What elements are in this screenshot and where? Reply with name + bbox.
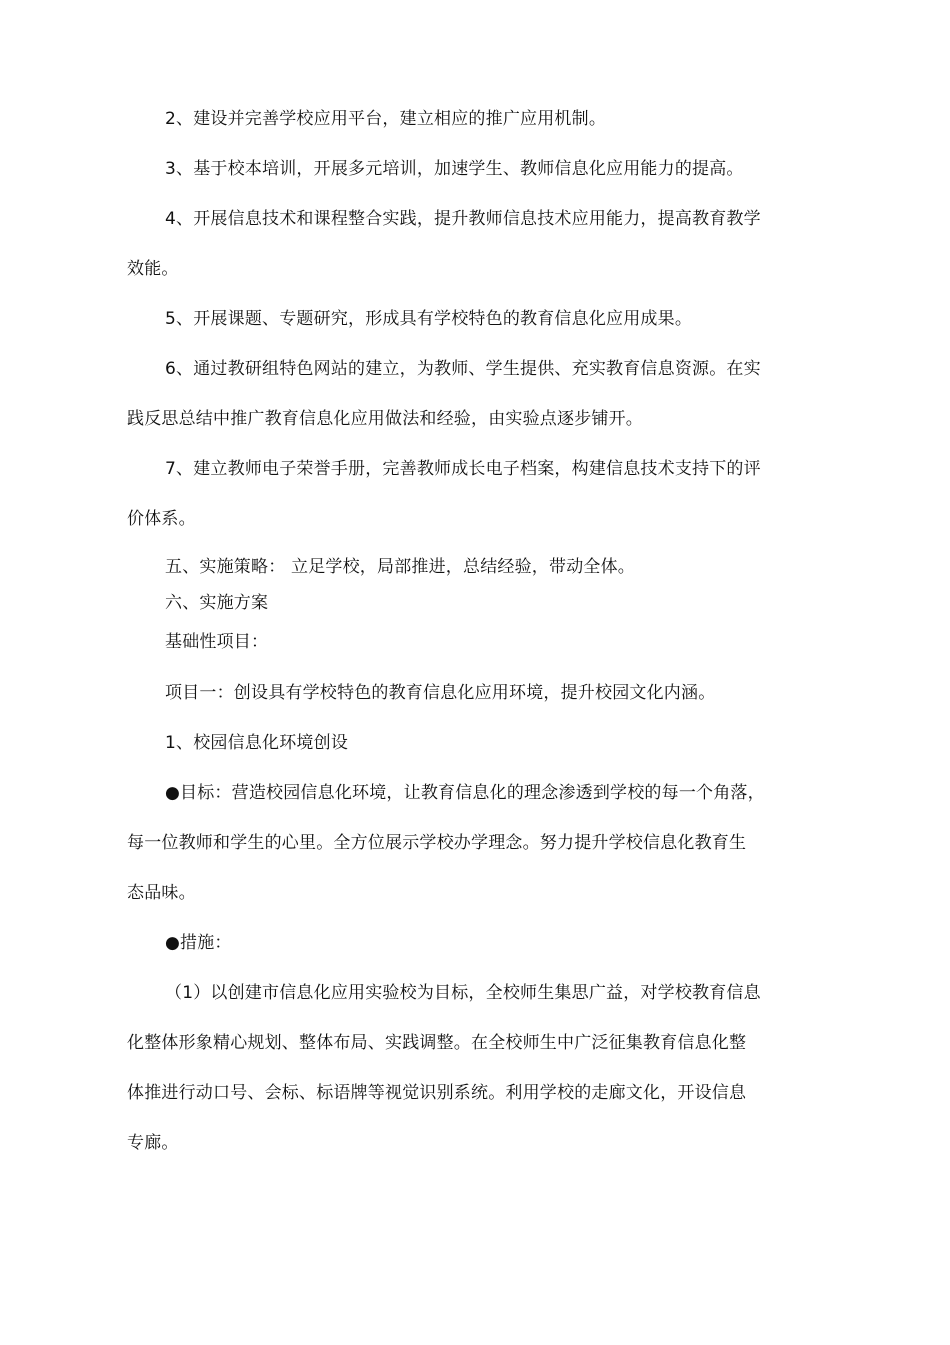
- measure-1-line-3: 体推进行动口号、会标、标语牌等视觉识别系统。利用学校的走廊文化，开设信息: [127, 1083, 747, 1103]
- section-heading-plan: 六、实施方案: [165, 593, 269, 613]
- measures-heading: ●措施：: [165, 933, 232, 953]
- measure-1-line-2: 化整体形象精心规划、整体布局、实践调整。在全校师生中广泛征集教育信息化整: [127, 1033, 747, 1053]
- goal-paragraph-line-3: 态品味。: [127, 883, 196, 903]
- paragraph-item-2: 2、建设并完善学校应用平台，建立相应的推广应用机制。: [165, 109, 607, 129]
- paragraph-item-5: 5、开展课题、专题研究，形成具有学校特色的教育信息化应用成果。: [165, 309, 693, 329]
- project-one-title: 项目一：创设具有学校特色的教育信息化应用环境，提升校园文化内涵。: [165, 683, 716, 703]
- goal-paragraph-line-2: 每一位教师和学生的心里。全方位展示学校办学理念。努力提升学校信息化教育生: [127, 833, 747, 853]
- measure-1-line-4: 专廊。: [127, 1133, 179, 1153]
- paragraph-item-7-line-1: 7、建立教师电子荣誉手册，完善教师成长电子档案，构建信息技术支持下的评: [165, 459, 761, 479]
- paragraph-item-4-line-2: 效能。: [127, 259, 179, 279]
- subsection-campus-environment: 1、校园信息化环境创设: [165, 733, 349, 753]
- subheading-basic-projects: 基础性项目：: [165, 632, 269, 652]
- measure-1-line-1: （1）以创建市信息化应用实验校为目标，全校师生集思广益，对学校教育信息: [165, 983, 761, 1003]
- paragraph-item-4-line-1: 4、开展信息技术和课程整合实践，提升教师信息技术应用能力，提高教育教学: [165, 209, 761, 229]
- paragraph-item-7-line-2: 价体系。: [127, 509, 196, 529]
- paragraph-item-3: 3、基于校本培训，开展多元培训，加速学生、教师信息化应用能力的提高。: [165, 159, 744, 179]
- paragraph-item-6-line-2: 践反思总结中推广教育信息化应用做法和经验，由实验点逐步铺开。: [127, 409, 643, 429]
- section-heading-strategy: 五、实施策略： 立足学校，局部推进，总结经验，带动全体。: [165, 557, 636, 577]
- goal-paragraph-line-1: ●目标：营造校园信息化环境，让教育信息化的理念渗透到学校的每一个角落，: [165, 783, 765, 803]
- paragraph-item-6-line-1: 6、通过教研组特色网站的建立，为教师、学生提供、充实教育信息资源。在实: [165, 359, 761, 379]
